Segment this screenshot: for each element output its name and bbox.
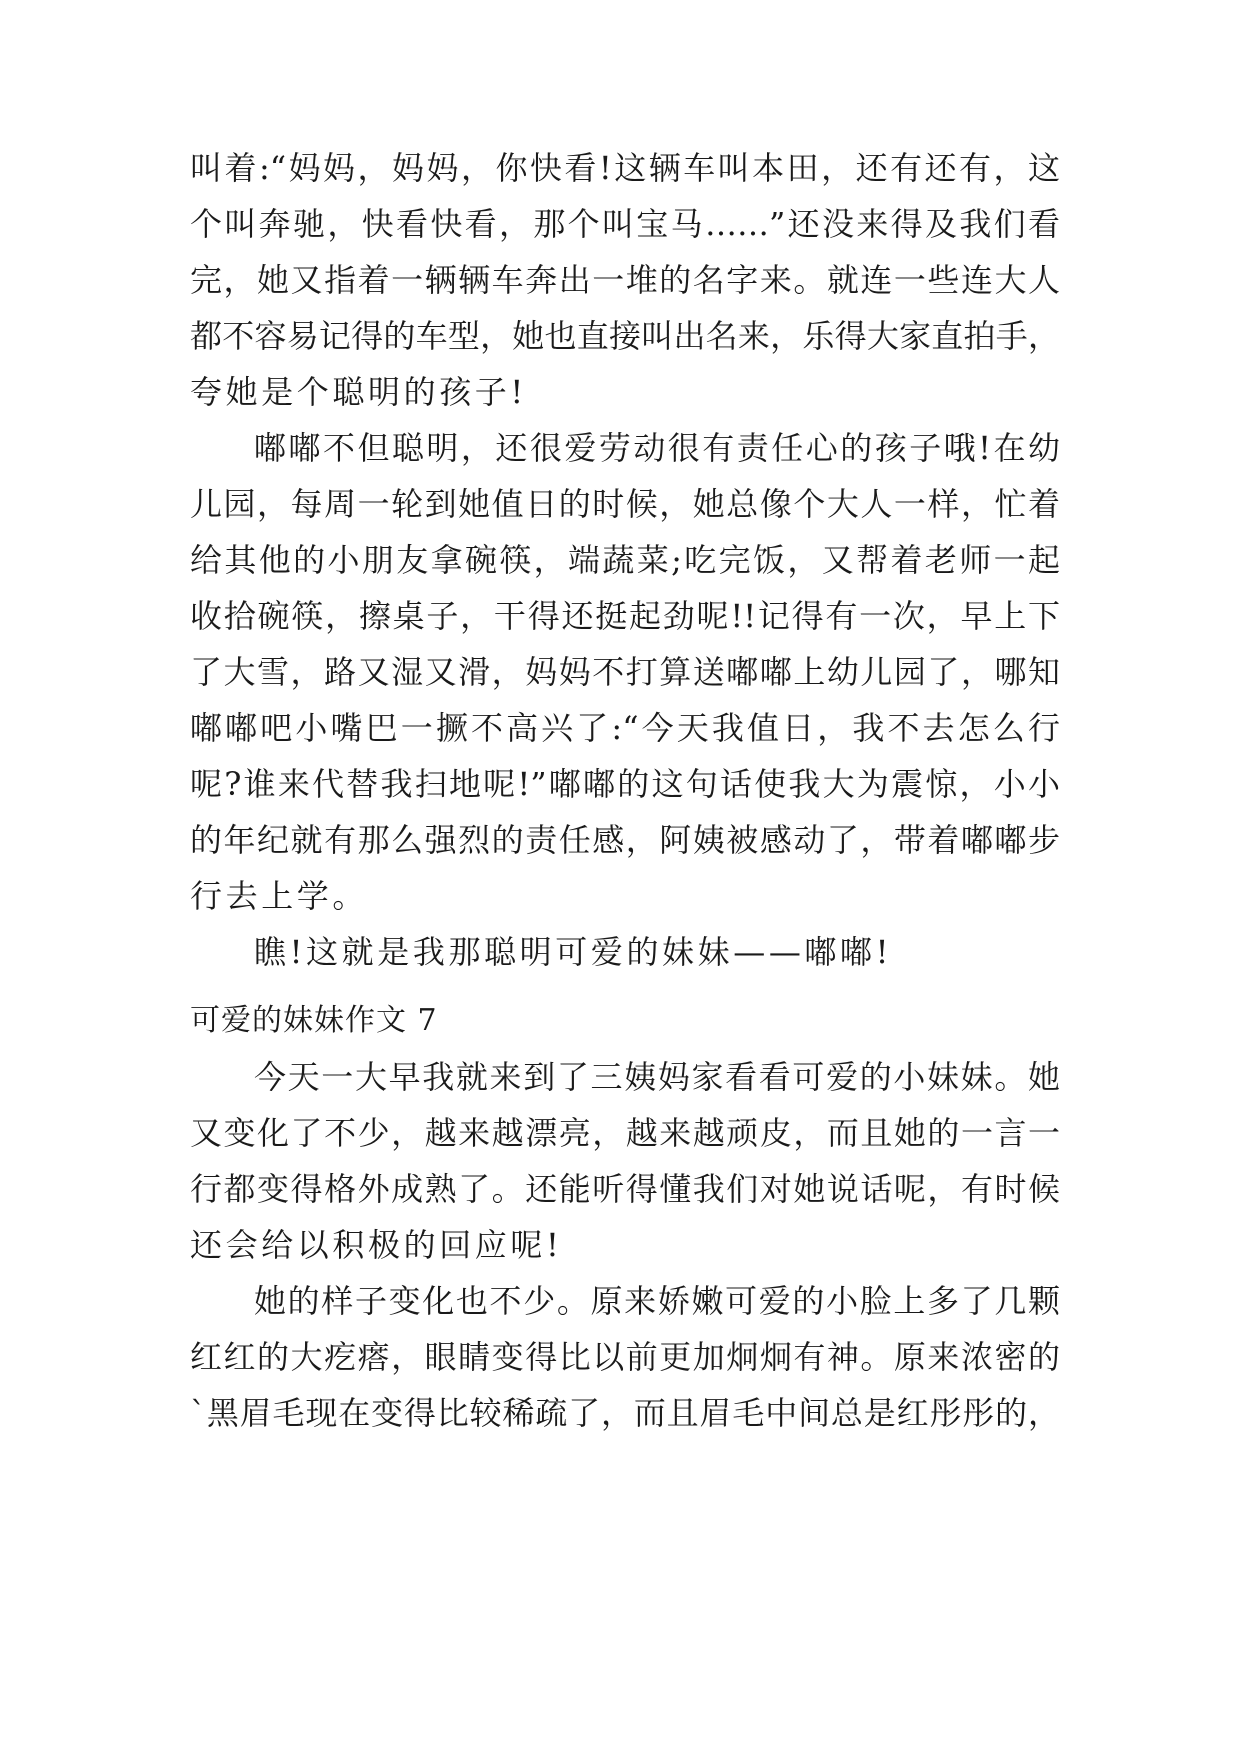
text-line: 又变化了不少，越来越漂亮，越来越顽皮，而且她的一言一 xyxy=(190,1114,1060,1152)
text-line: 收拾碗筷，擦桌子，干得还挺起劲呢!!记得有一次，早上下 xyxy=(190,597,1060,635)
text-line: 完，她又指着一辆辆车奔出一堆的名字来。就连一些连大人 xyxy=(190,261,1060,299)
text-line: 瞧!这就是我那聪明可爱的妹妹——嘟嘟! xyxy=(254,933,893,971)
text-line: `黑眉毛现在变得比较稀疏了，而且眉毛中间总是红彤彤的， xyxy=(190,1394,1060,1432)
text-line: 呢?谁来代替我扫地呢!”嘟嘟的这句话使我大为震惊，小小 xyxy=(190,765,1060,803)
text-line: 的年纪就有那么强烈的责任感，阿姨被感动了，带着嘟嘟步 xyxy=(190,821,1060,859)
text-line: 给其他的小朋友拿碗筷，端蔬菜;吃完饭，又帮着老师一起 xyxy=(190,541,1060,579)
text-line: 她的样子变化也不少。原来娇嫩可爱的小脸上多了几颗 xyxy=(254,1282,1060,1320)
text-line: 都不容易记得的车型，她也直接叫出名来，乐得大家直拍手， xyxy=(190,317,1060,355)
text-line: 个叫奔驰，快看快看，那个叫宝马……”还没来得及我们看 xyxy=(190,205,1060,243)
text-line: 儿园，每周一轮到她值日的时候，她总像个大人一样，忙着 xyxy=(190,485,1060,523)
text-line: 行都变得格外成熟了。还能听得懂我们对她说话呢，有时候 xyxy=(190,1170,1060,1208)
text-line: 红红的大疙瘩，眼睛变得比以前更加炯炯有神。原来浓密的 xyxy=(190,1338,1060,1376)
text-line: 还会给以积极的回应呢! xyxy=(190,1226,563,1264)
text-line: 夸她是个聪明的孩子! xyxy=(190,373,527,411)
section-heading: 可爱的妹妹作文 7 xyxy=(190,1003,438,1038)
text-line: 嘟嘟吧小嘴巴一撅不高兴了:“今天我值日，我不去怎么行 xyxy=(190,709,1060,747)
text-line: 行去上学。 xyxy=(190,877,369,915)
text-line: 叫着:“妈妈，妈妈，你快看!这辆车叫本田，还有还有，这 xyxy=(190,149,1060,187)
text-line: 今天一大早我就来到了三姨妈家看看可爱的小妹妹。她 xyxy=(254,1058,1060,1096)
text-line: 嘟嘟不但聪明，还很爱劳动很有责任心的孩子哦!在幼 xyxy=(254,429,1060,467)
text-line: 了大雪，路又湿又滑，妈妈不打算送嘟嘟上幼儿园了，哪知 xyxy=(190,653,1060,691)
